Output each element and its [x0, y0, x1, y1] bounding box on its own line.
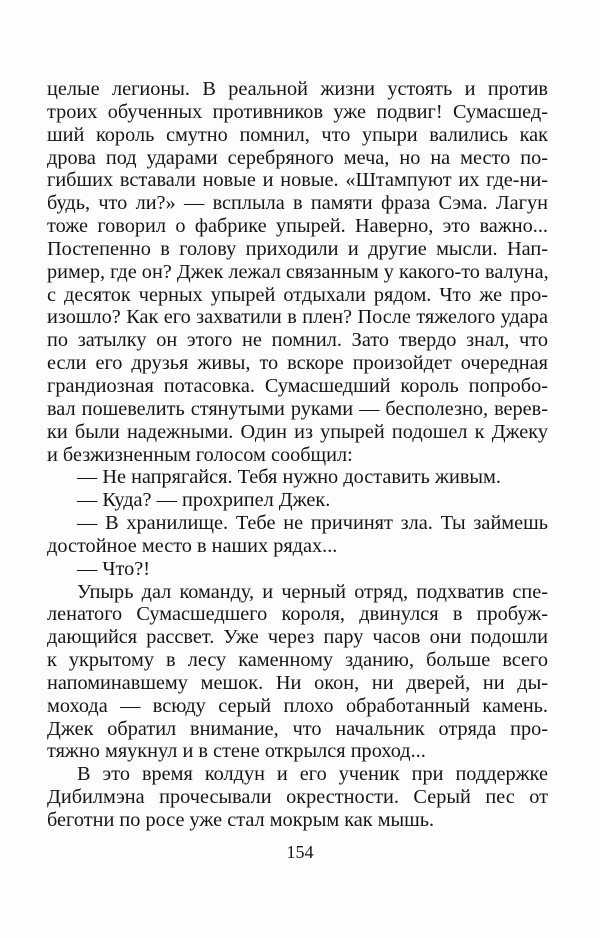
- text-line: и безжизненным голосом сообщил:: [47, 443, 353, 466]
- text-line: Постепенно в голову приходили и другие мысли. Нап-: [47, 237, 548, 260]
- book-page-text: [47, 78, 548, 832]
- text-line: достойное место в наших рядах...: [47, 534, 338, 557]
- text-line: с десяток черных упырей отдыхали рядом. Что же про-: [47, 283, 548, 306]
- text-line: Джек обратил внимание, что начальник отряда про-: [47, 717, 548, 740]
- text-line: грандиозная потасовка. Сумасшедший король попробо-: [47, 374, 548, 397]
- dialogue-line: — Куда? — прохрипел Джек.: [77, 489, 331, 512]
- text-line: тяжно мяукнул и в стене открылся проход...: [47, 740, 426, 763]
- text-line: вал пошевелить стянутыми руками — бесполезно, верев-: [47, 397, 548, 420]
- text-line: целые легионы. В реальной жизни устоять и против: [47, 78, 548, 100]
- text-line: по затылку он этого не помнил. Зато твердо знал, что: [47, 329, 548, 352]
- text-line: к укрытому в лесу каменному зданию, больше всего: [47, 649, 548, 672]
- dialogue-line: — Что?!: [77, 557, 151, 580]
- text-line: если его друзья живы, то вскоре произойдет очередная: [47, 352, 548, 375]
- page-number: 154: [286, 842, 314, 862]
- text-line: троих обученных противников уже подвиг! Сумасшед-: [47, 100, 548, 123]
- text-line: дрова под ударами серебряного меча, но на место по-: [47, 146, 548, 169]
- text-line: Дибилмэна прочесывали окрестности. Серый пес от: [47, 786, 548, 809]
- paragraph-start-line: Упырь дал команду, и черный отряд, подхватив спе-: [77, 580, 548, 603]
- paragraph-start-line: В это время колдун и его ученик при поддержке: [77, 763, 548, 786]
- text-line: беготни по росе уже стал мокрым как мышь.: [47, 809, 435, 831]
- text-line: дающийся рассвет. Уже через пару часов они подошли: [47, 626, 548, 649]
- dialogue-line: — Не напрягайся. Тебя нужно доставить живым.: [77, 466, 501, 489]
- text-line: изошло? Как его захватили в плен? После тяжелого удара: [47, 306, 548, 329]
- dialogue-line: — В хранилище. Тебе не причинят зла. Ты займешь: [77, 512, 548, 535]
- text-line: напоминавшему мешок. Ни окон, ни дверей, ни ды-: [47, 671, 548, 694]
- text-line: ленатого Сумасшедшего короля, двинулся в пробуж-: [47, 603, 548, 626]
- text-line: гибших вставали новые и новые. «Штампуют их где-ни-: [47, 169, 548, 192]
- text-line: ки были надежными. Один из упырей подошел к Джеку: [47, 420, 548, 443]
- text-line: тоже говорил о фабрике упырей. Наверно, это важно...: [47, 215, 548, 238]
- text-line: ример, где он? Джек лежал связанным у какого-то валуна,: [47, 260, 549, 283]
- text-line: мохода — всюду серый плохо обработанный камень.: [47, 694, 548, 717]
- text-line: будь, что ли?» — всплыла в памяти фраза Сэма. Лагун: [47, 192, 548, 215]
- text-line: ший король смутно помнил, что упыри валились как: [47, 123, 548, 146]
